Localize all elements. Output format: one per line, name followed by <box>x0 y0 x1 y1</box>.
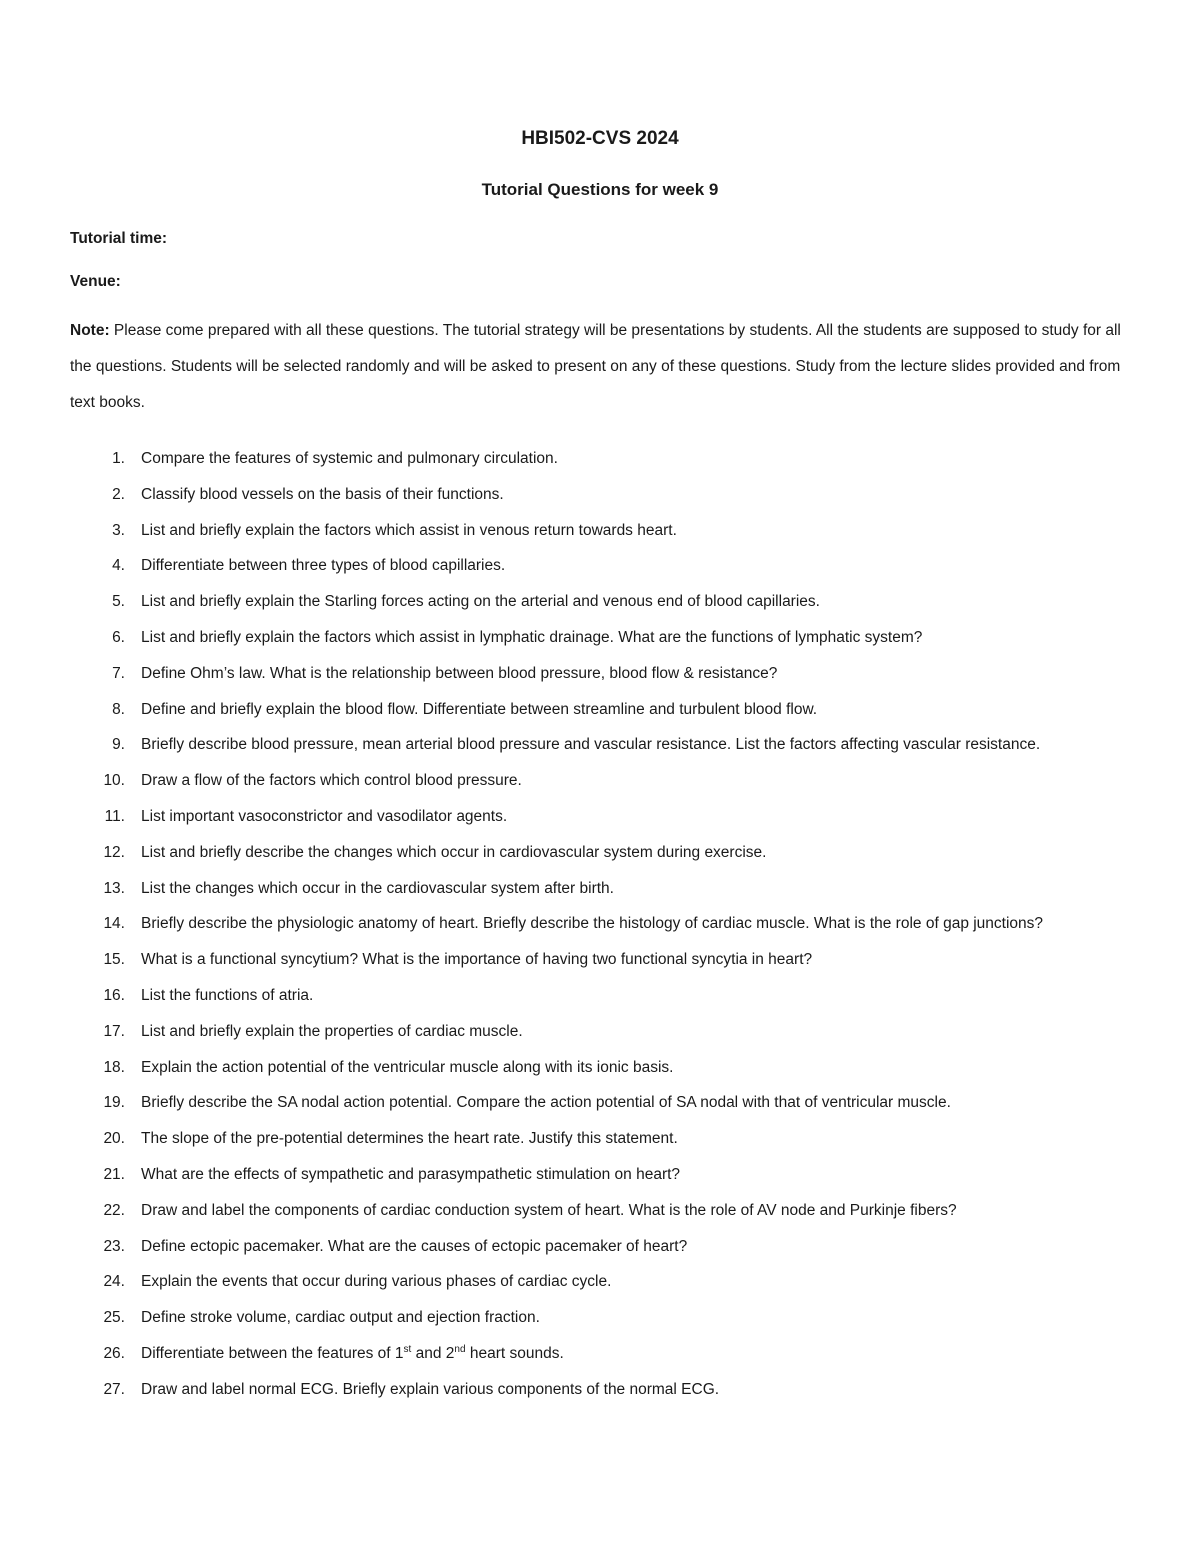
question-number: 21. <box>103 1165 125 1183</box>
question-number: 3. <box>112 521 125 539</box>
question-item <box>0 1300 1121 1336</box>
question-number: 5. <box>112 593 125 611</box>
question-item <box>0 871 1121 907</box>
question-item <box>0 1157 1121 1193</box>
question-text: The slope of the pre-potential determines the heart rate. Justify this statement. <box>141 1130 678 1148</box>
question-text: Define ectopic pacemaker. What are the causes of ectopic pacemaker of heart? <box>141 1237 688 1255</box>
question-text: List important vasoconstrictor and vasodilator agents. <box>141 807 508 825</box>
question-text: What are the effects of sympathetic and parasympathetic stimulation on heart? <box>141 1165 681 1183</box>
question-number: 9. <box>112 736 125 754</box>
question-text: List and briefly explain the Starling forces acting on the arterial and venous end of blood capillaries. <box>141 593 820 611</box>
question-text: Briefly describe the SA nodal action potential. Compare the action potential of SA nodal with that of ventricular muscle. <box>141 1094 951 1112</box>
question-text: Classify blood vessels on the basis of their functions. <box>141 485 504 503</box>
question-number: 1. <box>112 450 125 467</box>
question-number: 15. <box>103 951 125 969</box>
question-text: List and briefly explain the factors which assist in venous return towards heart. <box>141 521 677 539</box>
question-number: 27. <box>103 1380 125 1398</box>
question-item <box>0 584 1121 620</box>
question-list <box>0 441 1200 1408</box>
question-text: Briefly describe the physiologic anatomy of heart. Briefly describe the histology of cardiac muscle. What is the role of gap junctions? <box>141 915 1044 933</box>
note-paragraph <box>70 313 1130 421</box>
question-number: 24. <box>103 1273 125 1291</box>
question-item <box>0 1372 1121 1408</box>
question-number: 7. <box>112 664 125 682</box>
question-item <box>0 1014 1121 1050</box>
document-subtitle: Tutorial Questions for week 9 <box>481 180 719 199</box>
ordinal-suffix: nd <box>454 1343 466 1355</box>
question-text: Explain the events that occur during various phases of cardiac cycle. <box>141 1273 612 1291</box>
question-text: List and briefly explain the properties of cardiac muscle. <box>141 1022 523 1040</box>
question-text: Draw a flow of the factors which control blood pressure. <box>141 772 522 790</box>
question-text: Define Ohm’s law. What is the relationship between blood pressure, blood flow & resistance? <box>141 664 778 682</box>
ordinal-suffix: st <box>403 1343 412 1355</box>
question-item <box>0 1193 1121 1229</box>
question-item <box>0 1264 1121 1300</box>
question-item <box>0 799 1121 835</box>
question-text-part: and 2 <box>411 1344 455 1362</box>
question-number: 20. <box>103 1130 125 1148</box>
question-number: 22. <box>103 1201 125 1219</box>
question-number: 13. <box>103 879 125 897</box>
question-item <box>0 692 1121 728</box>
question-item <box>0 1050 1121 1086</box>
question-item <box>0 656 1121 692</box>
question-item <box>0 1336 1121 1372</box>
question-text <box>141 1336 1121 1372</box>
question-item <box>0 548 1121 584</box>
question-number: 8. <box>112 700 125 718</box>
question-number: 17. <box>103 1022 125 1040</box>
question-item <box>0 763 1121 799</box>
question-text: Draw and label the components of cardiac conduction system of heart. What is the role of AV node and Purkinje fibers? <box>141 1201 957 1219</box>
question-text-part: heart sounds. <box>465 1344 564 1362</box>
question-item <box>0 441 1121 477</box>
question-text: Briefly describe blood pressure, mean arterial blood pressure and vascular resistance. List the factors affecting vascular resistance. <box>141 736 1041 754</box>
question-text: Explain the action potential of the ventricular muscle along with its ionic basis. <box>141 1058 674 1076</box>
question-number: 11. <box>104 807 125 825</box>
question-text: List and briefly describe the changes which occur in cardiovascular system during exercise. <box>141 843 767 861</box>
question-number: 14. <box>103 915 125 933</box>
document-title: HBI502-CVS 2024 <box>521 128 679 149</box>
question-item <box>0 1085 1121 1121</box>
question-item <box>0 620 1121 656</box>
question-item <box>0 1121 1121 1157</box>
question-text: Differentiate between three types of blood capillaries. <box>141 557 506 575</box>
question-item <box>0 477 1121 513</box>
question-number: 2. <box>112 485 125 503</box>
question-number: 19. <box>103 1094 125 1112</box>
question-number: 18. <box>103 1058 125 1076</box>
question-text-part: Differentiate between the features of 1 <box>141 1344 404 1362</box>
question-item <box>0 513 1121 549</box>
note-label: Note: <box>70 322 110 339</box>
note-text: Please come prepared with all these questions. The tutorial strategy will be presentations by students. All the students are supposed to study for all the questions. Students will be selected randomly and will be asked to present on any of these questions. Study from the lecture slides provided and from text books. <box>70 322 1121 411</box>
question-text: Define and briefly explain the blood flow. Differentiate between streamline and turbulent blood flow. <box>141 700 818 718</box>
question-text: Define stroke volume, cardiac output and ejection fraction. <box>141 1309 540 1327</box>
question-item <box>0 978 1121 1014</box>
question-item <box>0 835 1121 871</box>
question-text: List the changes which occur in the cardiovascular system after birth. <box>141 879 614 897</box>
question-number: 4. <box>112 557 125 575</box>
question-text: List and briefly explain the factors which assist in lymphatic drainage. What are the functions of lymphatic system? <box>141 628 923 646</box>
question-number: 16. <box>103 986 125 1004</box>
question-number: 6. <box>112 628 125 646</box>
question-text: What is a functional syncytium? What is the importance of having two functional syncytia in heart? <box>141 951 813 969</box>
question-text: List the functions of atria. <box>141 986 314 1004</box>
question-item <box>0 906 1121 942</box>
question-text: Draw and label normal ECG. Briefly explain various components of the normal ECG. <box>141 1380 720 1398</box>
venue-label: Venue: <box>70 273 121 290</box>
question-number: 25. <box>103 1309 125 1327</box>
question-number: 23. <box>103 1237 125 1255</box>
question-number: 26. <box>103 1344 125 1362</box>
question-number: 12. <box>103 843 125 861</box>
question-item <box>0 942 1121 978</box>
question-number: 10. <box>103 772 125 790</box>
tutorial-time-label: Tutorial time: <box>70 230 168 247</box>
question-item <box>0 1229 1121 1265</box>
question-item <box>0 727 1121 763</box>
question-text: Compare the features of systemic and pulmonary circulation. <box>141 450 558 467</box>
